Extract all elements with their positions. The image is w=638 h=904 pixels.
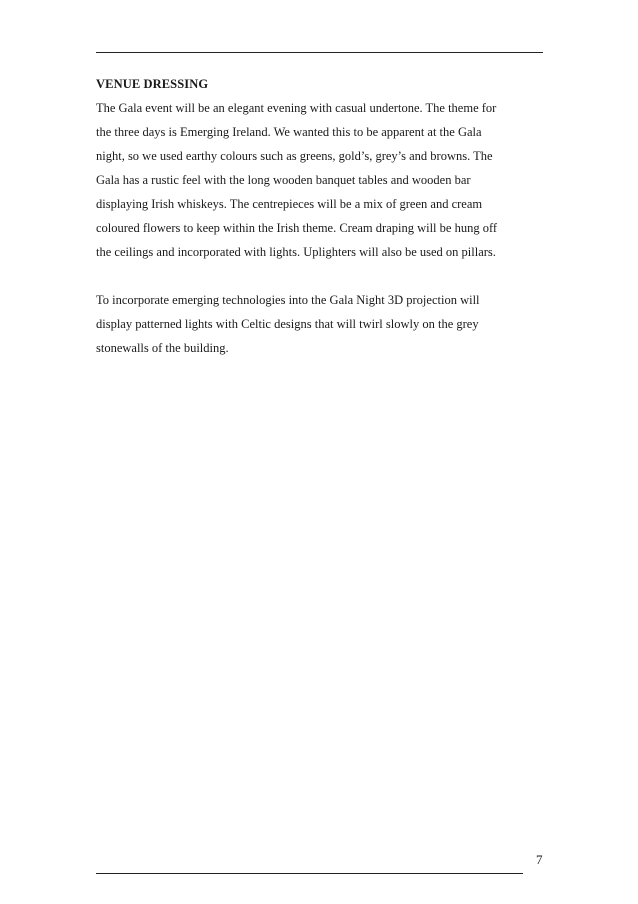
paragraph-venue-description xyxy=(96,96,548,264)
text-line: stonewalls of the building. xyxy=(96,341,229,355)
text-line: the three days is Emerging Ireland. We wanted this to be apparent at the Gala xyxy=(96,125,482,139)
text-line: Gala has a rustic feel with the long wooden banquet tables and wooden bar xyxy=(96,173,471,187)
section-heading: VENUE DRESSING xyxy=(96,77,209,91)
text-line: To incorporate emerging technologies into the Gala Night 3D projection will xyxy=(96,293,480,307)
text-line: The Gala event will be an elegant evening with casual undertone. The theme for xyxy=(96,101,497,115)
paragraph-technology xyxy=(96,288,548,360)
text-line: coloured flowers to keep within the Irish theme. Cream draping will be hung off xyxy=(96,221,498,235)
header-rule xyxy=(96,52,543,53)
text-line: the ceilings and incorporated with lights. Uplighters will also be used on pillars. xyxy=(96,245,496,259)
text-line: night, so we used earthy colours such as greens, gold’s, grey’s and browns. The xyxy=(96,149,493,163)
document-body xyxy=(96,72,548,360)
text-line: display patterned lights with Celtic designs that will twirl slowly on the grey xyxy=(96,317,479,331)
footer-rule xyxy=(96,873,523,874)
text-line: displaying Irish whiskeys. The centrepieces will be a mix of green and cream xyxy=(96,197,483,211)
page-number: 7 xyxy=(536,852,543,867)
